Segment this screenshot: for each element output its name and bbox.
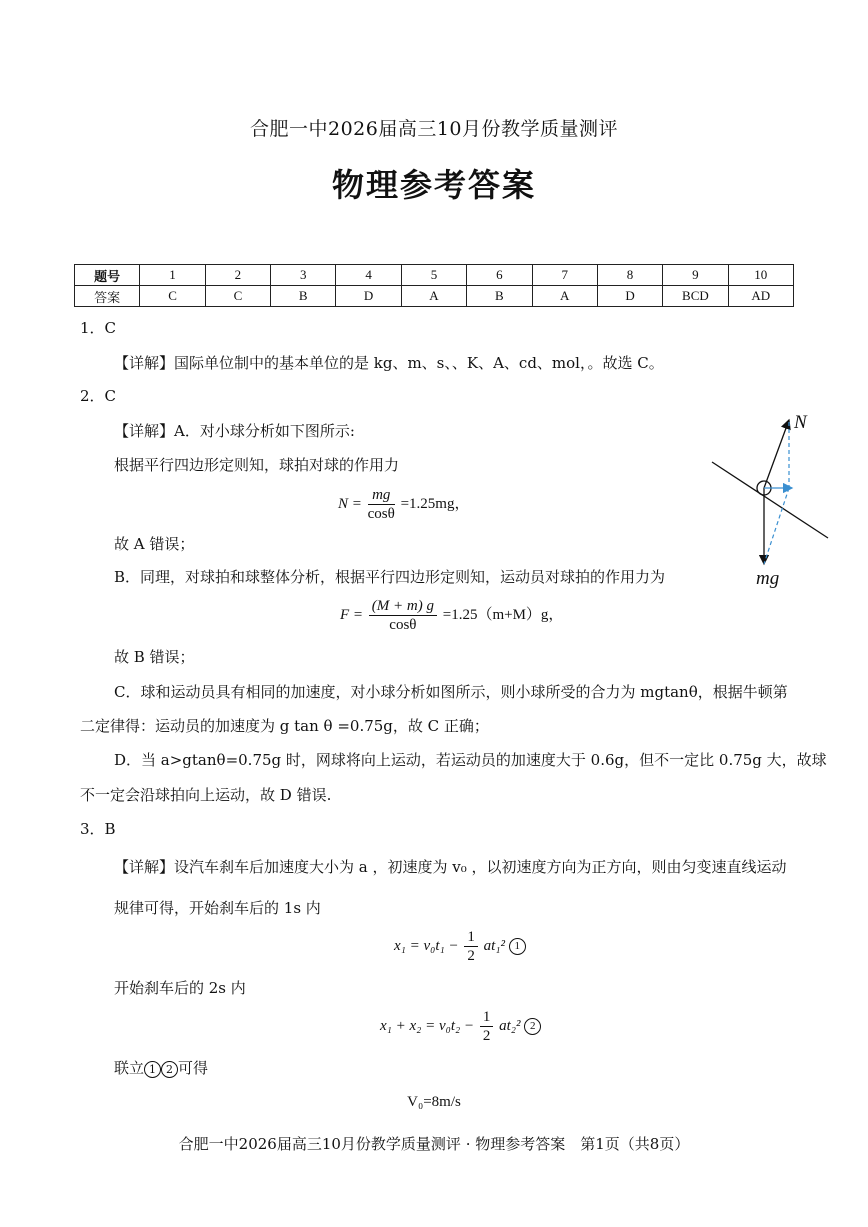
table-cell: B xyxy=(271,286,336,307)
force-diagram xyxy=(700,404,840,590)
table-cell: 9 xyxy=(663,265,728,286)
answer-table xyxy=(74,264,794,307)
table-cell: B xyxy=(467,286,532,307)
eq-lhs: F = xyxy=(340,606,364,623)
table-cell: 6 xyxy=(467,265,532,286)
table-cell: 10 xyxy=(728,265,793,286)
table-cell: C xyxy=(140,286,205,307)
fraction xyxy=(369,597,437,634)
q2-b-text: B．同理，对球拍和球整体分析，根据平行四边形定则知，运动员对球拍的作用力为 xyxy=(114,568,666,586)
q2-c-text-1: C．球和运动员具有相同的加速度，对小球分析如图所示，则小球所受的合力为 mgtanθ，根据牛顿第 xyxy=(114,683,788,701)
q2-number: 2．C xyxy=(80,387,117,405)
q2-d-text-1: D．当 a>gtanθ=0.75g 时，网球将向上运动，若运动员的加速度大于 0.6g，但不一定比 0.75g 大，故球 xyxy=(114,751,827,769)
table-cell: 1 xyxy=(140,265,205,286)
table-cell: 5 xyxy=(401,265,466,286)
dashed-line xyxy=(764,488,789,564)
circled-number: 1 xyxy=(509,938,526,955)
table-cell: 3 xyxy=(271,265,336,286)
eq-lhs: N = xyxy=(338,495,362,512)
q2-b-result: 故 B 错误； xyxy=(114,648,195,666)
table-cell: 答案 xyxy=(75,286,140,307)
eq-right: at₂² xyxy=(499,1017,521,1034)
text-fragment: 可得 xyxy=(178,1059,209,1077)
q2-d-text-2: 不一定会沿球拍向上运动，故 D 错误. xyxy=(80,786,332,804)
table-cell: 题号 xyxy=(75,265,140,286)
fraction xyxy=(368,486,395,523)
label-n: N xyxy=(794,412,807,433)
table-cell: BCD xyxy=(663,286,728,307)
fraction xyxy=(480,1008,494,1045)
eq-rhs: =1.25mg， xyxy=(400,495,470,512)
fraction-denominator: cosθ xyxy=(389,617,417,633)
q3-text-1: 【详解】设汽车刹车后加速度大小为 a ，初速度为 v₀ ，以初速度方向为正方向，则由匀变速直线运动 xyxy=(114,858,787,876)
q2-a-intro: 【详解】A．对小球分析如下图所示: xyxy=(114,422,355,440)
fraction-denominator: 2 xyxy=(467,948,475,964)
fraction xyxy=(464,928,478,965)
table-cell: C xyxy=(205,286,270,307)
fraction-numerator: (M + m) g xyxy=(369,597,437,616)
q3-text-4 xyxy=(114,1058,208,1078)
fraction-numerator: mg xyxy=(368,486,395,505)
table-cell: D xyxy=(597,286,662,307)
table-cell: AD xyxy=(728,286,793,307)
eq-left: x₁ = v₀t₁ − xyxy=(394,937,459,954)
eq-right: at₁² xyxy=(483,937,506,954)
eq-rhs: =1.25（m+M）g， xyxy=(442,606,564,623)
table-cell: A xyxy=(401,286,466,307)
label-mg: mg xyxy=(756,568,780,589)
page-footer: 合肥一中2026届高三10月份教学质量测评 · 物理参考答案 第1页（共8页） xyxy=(178,1135,690,1153)
q2-equation-1 xyxy=(338,486,469,523)
q3-equation-2 xyxy=(380,1008,541,1045)
q1-number: 1．C xyxy=(80,319,117,337)
q2-a-result: 故 A 错误； xyxy=(114,535,195,553)
q3-result: V₀=8m/s xyxy=(407,1094,461,1110)
q2-c-text-2: 二定律得：运动员的加速度为 g tan θ =0.75g，故 C 正确； xyxy=(80,717,489,735)
q3-number: 3．B xyxy=(80,820,116,838)
fraction-denominator: 2 xyxy=(482,1028,491,1044)
normal-force-arrow xyxy=(764,420,789,488)
q3-text-2: 规律可得，开始刹车后的 1s 内 xyxy=(114,899,321,917)
table-cell: 8 xyxy=(597,265,662,286)
table-cell: A xyxy=(532,286,597,307)
page-title: 合肥一中2026届高三10月份教学质量测评 xyxy=(249,118,619,140)
table-cell: D xyxy=(336,286,401,307)
table-cell: 7 xyxy=(532,265,597,286)
q1-detail: 【详解】国际单位制中的基本单位的是 kg、m、s、、K、A、cd、mol，。故选 C。 xyxy=(114,354,664,372)
q2-a-text: 根据平行四边形定则知，球拍对球的作用力 xyxy=(114,456,400,474)
table-row xyxy=(75,265,794,286)
q3-text-3: 开始刹车后的 2s 内 xyxy=(114,979,246,997)
table-cell: 2 xyxy=(205,265,270,286)
table-row xyxy=(75,286,794,307)
q3-equation-1 xyxy=(394,928,526,965)
circled-number: 1 xyxy=(144,1061,161,1078)
circled-number: 2 xyxy=(524,1018,541,1035)
text-fragment: 联立 xyxy=(114,1059,145,1077)
fraction-numerator: 1 xyxy=(480,1008,494,1027)
table-cell: 4 xyxy=(336,265,401,286)
fraction-numerator: 1 xyxy=(464,928,478,947)
eq-left: x₁ + x₂ = v₀t₂ − xyxy=(380,1017,475,1034)
circled-number: 2 xyxy=(161,1061,178,1078)
fraction-denominator: cosθ xyxy=(367,506,395,522)
q2-equation-2 xyxy=(340,597,563,634)
page-subtitle: 物理参考答案 xyxy=(331,166,536,204)
